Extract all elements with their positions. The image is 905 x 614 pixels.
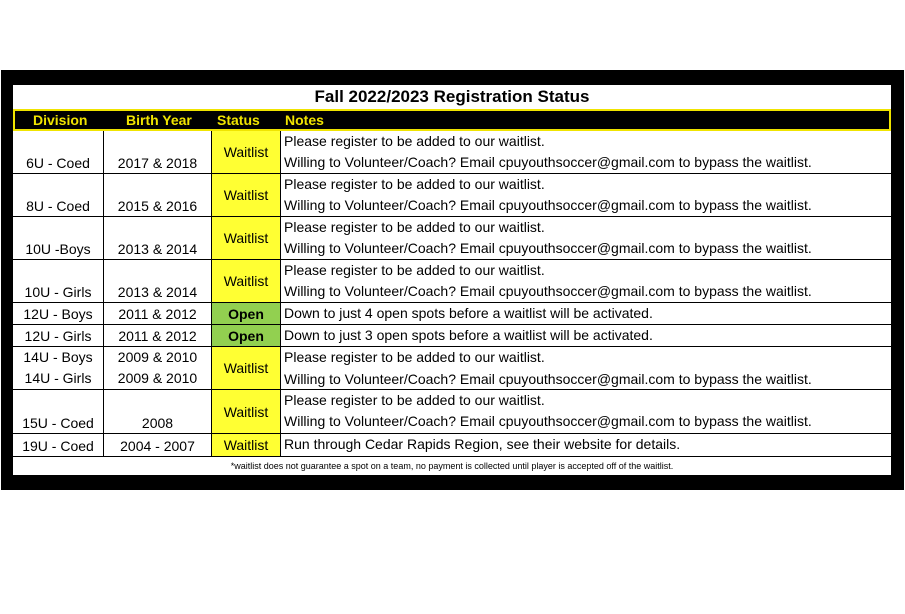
header-status: Status	[217, 112, 260, 128]
division-cell: 12U - Girls	[13, 325, 104, 346]
table-row	[13, 347, 891, 390]
table-row	[13, 217, 891, 260]
division-cell: 8U - Coed	[13, 174, 104, 216]
notes-cell: Please register to be added to our waitlist. Willing to Volunteer/Coach? Email cpuyouthsoccer@gmail.com to bypass the waitlist.	[284, 392, 812, 429]
notes-cell: Please register to be added to our waitlist. Willing to Volunteer/Coach? Email cpuyouthsoccer@gmail.com to bypass the waitlist.	[284, 133, 812, 170]
division-cell: 15U - Coed	[13, 390, 104, 433]
division-cell: 19U - Coed	[13, 434, 104, 456]
notes-cell: Down to just 3 open spots before a waitlist will be activated.	[284, 327, 653, 343]
status-badge: Open	[212, 303, 281, 324]
header-division: Division	[33, 112, 88, 128]
division-cell: 10U - Girls	[13, 260, 104, 302]
birth-year-cell: 2011 & 2012	[104, 325, 212, 346]
division-cell: 10U -Boys	[13, 217, 104, 259]
table-row	[13, 174, 891, 217]
status-badge: Waitlist	[212, 260, 281, 302]
birth-year-cell: 2009 & 2010 2009 & 2010	[104, 347, 212, 389]
notes-cell: Run through Cedar Rapids Region, see their website for details.	[284, 436, 681, 452]
birth-year-cell: 2015 & 2016	[104, 174, 212, 216]
division-cell: 12U - Boys	[13, 303, 104, 324]
notes-cell: Please register to be added to our waitlist. Willing to Volunteer/Coach? Email cpuyouthsoccer@gmail.com to bypass the waitlist.	[284, 219, 812, 256]
notes-cell: Down to just 4 open spots before a waitlist will be activated.	[284, 305, 653, 321]
header-birth-year: Birth Year	[126, 112, 192, 128]
division-cell: 14U - Boys 14U - Girls	[13, 347, 104, 389]
registration-table	[13, 85, 891, 475]
notes-cell: Please register to be added to our waitlist. Willing to Volunteer/Coach? Email cpuyouthsoccer@gmail.com to bypass the waitlist.	[284, 349, 812, 387]
birth-year-cell: 2013 & 2014	[104, 217, 212, 259]
table-row	[13, 325, 891, 347]
notes-cell: Please register to be added to our waitlist. Willing to Volunteer/Coach? Email cpuyouthsoccer@gmail.com to bypass the waitlist.	[284, 176, 812, 213]
footnote: *waitlist does not guarantee a spot on a team, no payment is collected until player is accepted off of the waitlist.	[230, 461, 674, 471]
status-badge: Waitlist	[212, 217, 281, 259]
status-badge: Waitlist	[212, 131, 281, 173]
birth-year-cell: 2011 & 2012	[104, 303, 212, 324]
status-badge: Waitlist	[212, 390, 281, 433]
table-row	[13, 303, 891, 325]
notes-cell: Please register to be added to our waitlist. Willing to Volunteer/Coach? Email cpuyouthsoccer@gmail.com to bypass the waitlist.	[284, 262, 812, 299]
status-badge: Waitlist	[212, 347, 281, 389]
header-notes: Notes	[285, 112, 324, 128]
table-row	[13, 260, 891, 303]
table-row	[13, 434, 891, 457]
table-row	[13, 131, 891, 174]
birth-year-cell: 2017 & 2018	[104, 131, 212, 173]
status-badge: Waitlist	[212, 174, 281, 216]
birth-year-cell: 2013 & 2014	[104, 260, 212, 302]
table-header	[13, 109, 891, 131]
table-row	[13, 390, 891, 434]
status-badge: Waitlist	[212, 434, 281, 456]
birth-year-cell: 2004 - 2007	[104, 434, 212, 456]
status-badge: Open	[212, 325, 281, 346]
birth-year-cell: 2008	[104, 390, 212, 433]
page-title: Fall 2022/2023 Registration Status	[314, 87, 590, 106]
division-cell: 6U - Coed	[13, 131, 104, 173]
